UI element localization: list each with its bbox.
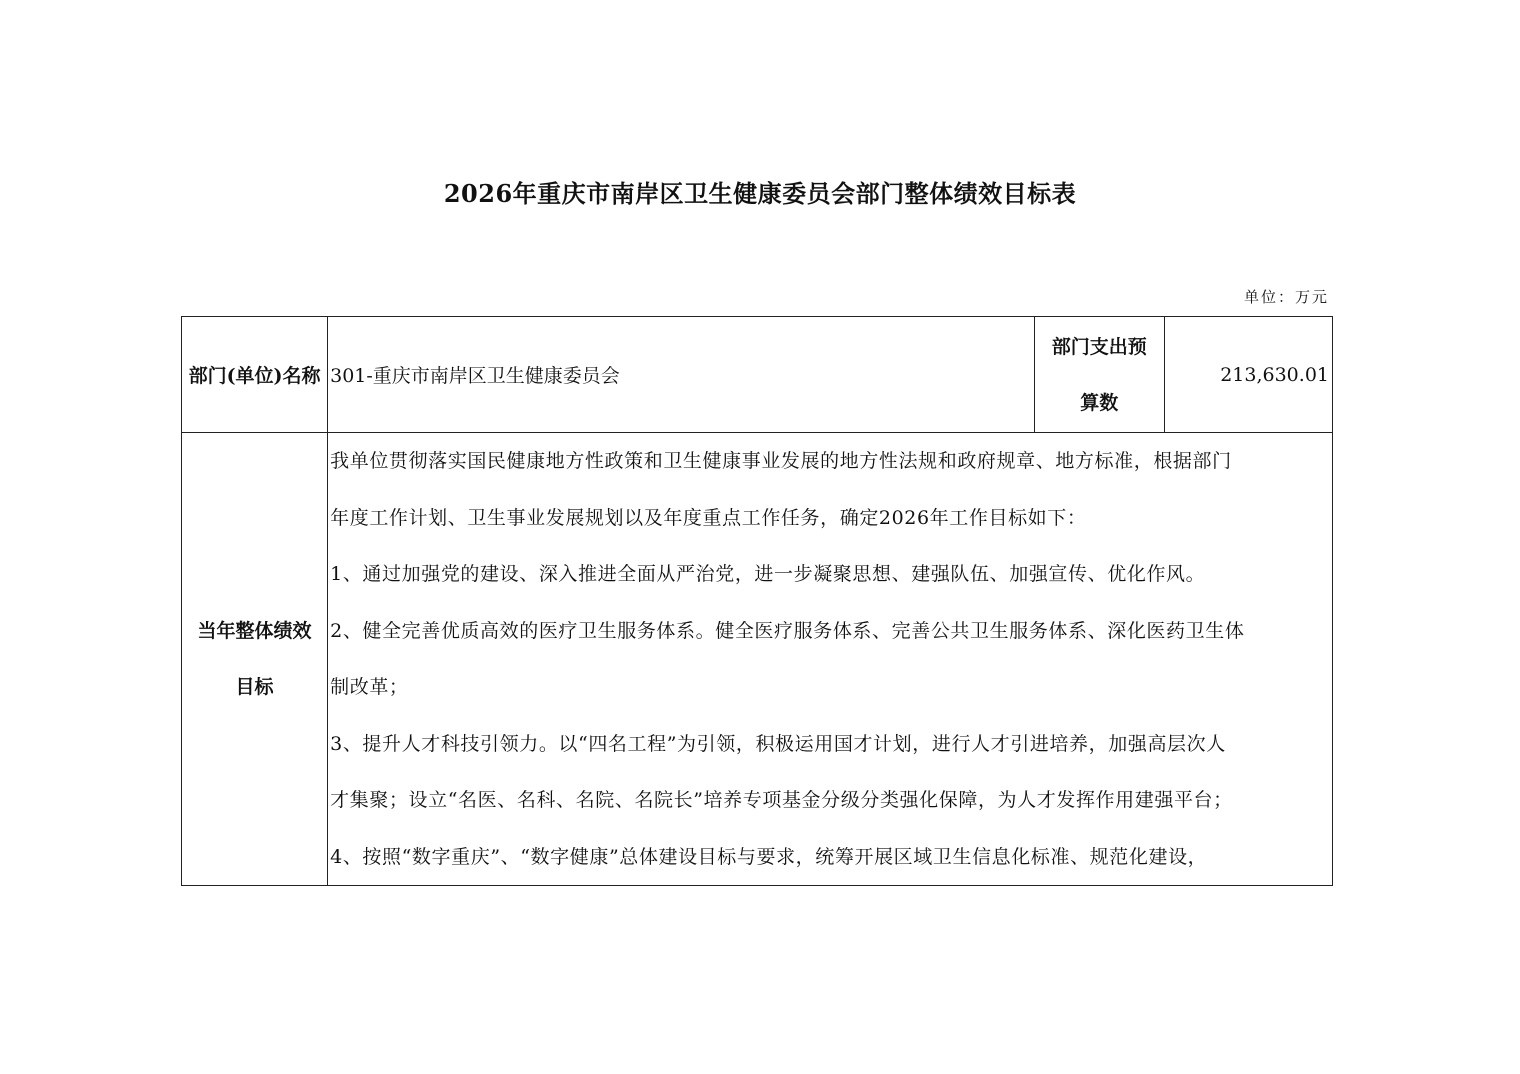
budget-value: 213,630.01 — [1164, 317, 1332, 433]
goal-label-line2: 目标 — [235, 676, 274, 698]
dept-name-value: 301-重庆市南岸区卫生健康委员会 — [328, 317, 1035, 433]
page-title: 2026年重庆市南岸区卫生健康委员会部门整体绩效目标表 — [443, 179, 1077, 208]
goal-line: 才集聚；设立“名医、名科、名院、名院长”培养专项基金分级分类强化保障，为人才发挥作用建强平台； — [330, 789, 1233, 811]
goal-content — [328, 433, 1333, 886]
goal-line: 我单位贯彻落实国民健康地方性政策和卫生健康事业发展的地方性法规和政府规章、地方标准，根据部门 — [330, 450, 1232, 472]
unit-label: 单位：万元 — [1243, 288, 1329, 306]
budget-label-line2: 算数 — [1080, 391, 1119, 414]
table-row — [182, 433, 1333, 886]
budget-label — [1034, 317, 1164, 433]
dept-name-label: 部门(单位)名称 — [182, 317, 328, 433]
goal-line: 年度工作计划、卫生事业发展规划以及年度重点工作任务，确定2026年工作目标如下： — [330, 506, 1087, 529]
goal-line: 2、健全完善优质高效的医疗卫生服务体系。健全医疗服务体系、完善公共卫生服务体系、深化医药卫生体 — [330, 619, 1245, 642]
goal-line: 制改革； — [330, 676, 409, 698]
goal-line: 3、提升人才科技引领力。以“四名工程”为引领，积极运用国才计划，进行人才引进培养，加强高层次人 — [330, 732, 1226, 755]
goal-line: 4、按照“数字重庆”、“数字健康”总体建设目标与要求，统筹开展区域卫生信息化标准、规范化建设， — [330, 845, 1208, 868]
table-row — [182, 317, 1333, 433]
goal-label-line1: 当年整体绩效 — [197, 620, 312, 642]
budget-label-line1: 部门支出预 — [1051, 335, 1147, 358]
goal-line: 1、通过加强党的建设、深入推进全面从严治党，进一步凝聚思想、建强队伍、加强宣传、优化作风。 — [330, 563, 1206, 585]
performance-target-table — [181, 316, 1333, 886]
goal-label — [182, 433, 328, 886]
